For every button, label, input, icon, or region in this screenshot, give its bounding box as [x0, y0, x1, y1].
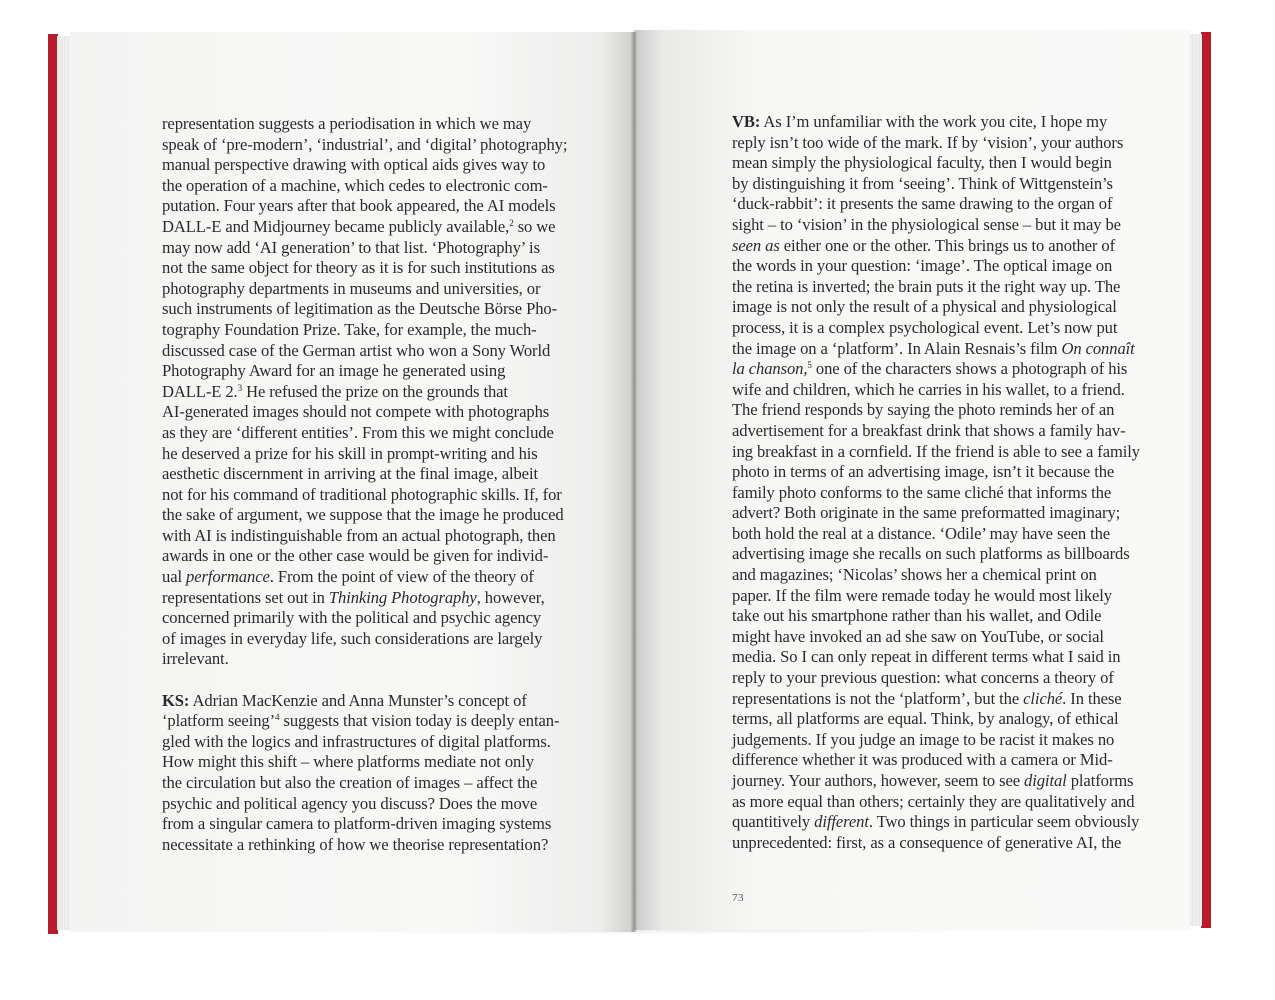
italic-text: Thinking Photography: [328, 587, 477, 607]
text-line: representation suggests a periodisation in which we may: [162, 114, 532, 133]
text-line: concerned primarily with the political and psychic agency: [162, 608, 542, 628]
text-line: the circulation but also the creation of images – affect the: [162, 773, 538, 792]
text-line: not for his command of traditional photographic skills. If, for: [162, 484, 562, 504]
text-line: DALL-E 2.$^3$ He refused the prize on the grounds that: [162, 381, 508, 401]
text-line: from a singular camera to platform-driven imaging systems: [162, 814, 552, 834]
text-line: ‘duck-rabbit’: it presents the same drawing to the organ of: [732, 194, 1113, 214]
text-line: Photography Award for an image he generated using: [162, 361, 506, 381]
text-line: mean simply the physiological faculty, then I would begin: [732, 153, 1112, 173]
text-line: The friend responds by saying the photo reminds her of an: [732, 400, 1115, 420]
text-line: difference whether it was produced with a camera or Mid-: [732, 750, 1113, 770]
italic-text: la chanson,: [732, 359, 808, 379]
text-line: of images in everyday life, such considerations are largely: [162, 628, 543, 648]
text-line: unprecedented: first, as a consequence of generative AI, the: [732, 832, 1122, 852]
text-line: paper. If the film were remade today he would most likely: [732, 585, 1112, 605]
footnote-marker[interactable]: 2: [509, 217, 514, 228]
text-line: the operation of a machine, which cedes to electronic com-: [162, 175, 548, 195]
italic-text: digital: [1024, 771, 1067, 790]
text-line: might have invoked an ad she saw on YouTube, or social: [732, 626, 1104, 646]
text-line: ‘platform seeing’$^4$ suggests that vision today is deeply entan-: [162, 711, 560, 731]
right-page-text: [732, 112, 1162, 853]
italic-text: different: [814, 812, 869, 832]
text-line: VB: As I’m unfamiliar with the work you cite, I hope my: [732, 112, 1108, 131]
text-line: tography Foundation Prize. Take, for example, the much-: [162, 319, 537, 339]
speaker-label: VB:: [732, 112, 761, 131]
text-line: take out his smartphone rather than his wallet, and Odile: [732, 606, 1102, 626]
text-line: both hold the real at a distance. ‘Odile’ may have seen the: [732, 523, 1111, 543]
text-line: advertisement for a breakfast drink that shows a family hav-: [732, 420, 1126, 440]
right-page-edges: [1188, 34, 1202, 926]
text-line: sight – to ‘vision’ in the physiological sense – but it may be: [732, 214, 1121, 234]
text-line: DALL-E and Midjourney became publicly available,$^2$ so we: [162, 216, 556, 236]
text-line: with AI is indistinguishable from an actual photograph, then: [162, 525, 556, 545]
text-line: quantitively different. Two things in particular seem obviously: [732, 812, 1140, 832]
italic-text: performance: [186, 567, 270, 587]
text-line: may now add ‘AI generation’ to that list. ‘Photography’ is: [162, 237, 540, 257]
text-line: AI-generated images should not compete with photographs: [162, 402, 550, 422]
page-number: 73: [732, 892, 744, 904]
text-line: image is not only the result of a physical and physiological: [732, 297, 1117, 317]
text-line: such instruments of legitimation as the Deutsche Börse Pho-: [162, 299, 558, 319]
text-line: advertising image she recalls on such platforms as billboards: [732, 544, 1130, 564]
text-line: How might this shift – where platforms mediate not only: [162, 752, 534, 772]
left-paragraph-1: [162, 114, 602, 670]
text-line: representations is not the ‘platform’, but the cliché. In these: [732, 688, 1122, 708]
speaker-label: KS:: [162, 690, 190, 710]
text-line: manual perspective drawing with optical aids gives way to: [162, 155, 546, 175]
text-line: necessitate a rethinking of how we theorise representation?: [162, 834, 549, 854]
footnote-marker[interactable]: 3: [237, 382, 243, 393]
text-line: awards in one or the other case would be given for individ-: [162, 546, 549, 566]
text-line: photography departments in museums and universities, or: [162, 278, 541, 298]
text-line: representations set out in Thinking Photography, however,: [162, 587, 545, 607]
text-line: reply to your previous question: what concerns a theory of: [732, 668, 1114, 688]
left-paragraph-2: [162, 691, 602, 856]
text-line: by distinguishing it from ‘seeing’. Think of Wittgenstein’s: [732, 173, 1113, 193]
text-line: the sake of argument, we suppose that the image he produced: [162, 505, 564, 525]
text-line: process, it is a complex psychological event. Let’s now put: [732, 317, 1118, 337]
text-line: KS: Adrian MacKenzie and Anna Munster’s concept of: [162, 690, 527, 710]
text-line: psychic and political agency you discuss? Does the move: [162, 793, 538, 813]
left-page-text: [162, 114, 602, 855]
text-line: ual performance. From the point of view of the theory of: [162, 567, 534, 587]
left-page: [70, 32, 634, 932]
text-line: the retina is inverted; the brain puts it the right way up. The: [732, 276, 1121, 296]
text-line: judgements. If you judge an image to be racist it makes no: [732, 729, 1115, 749]
italic-text: cliché: [1023, 688, 1063, 708]
text-line: ing breakfast in a cornfield. If the friend is able to see a family: [732, 441, 1140, 461]
text-line: photo in terms of an advertising image, isn’t it because the: [732, 462, 1115, 482]
text-line: not the same object for theory as it is for such institutions as: [162, 258, 555, 278]
text-line: journey. Your authors, however, seem to see digital platforms: [732, 771, 1134, 790]
italic-text: seen as: [732, 235, 780, 255]
text-line: as they are ‘different entities’. From this we might conclude: [162, 422, 554, 442]
text-line: speak of ‘pre-modern’, ‘industrial’, and ‘digital’ photography;: [162, 134, 568, 154]
text-line: seen as either one or the other. This brings us to another of: [732, 235, 1116, 255]
text-line: the words in your question: ‘image’. The optical image on: [732, 256, 1113, 276]
text-line: and magazines; ‘Nicolas’ shows her a chemical print on: [732, 565, 1097, 585]
text-line: irrelevant.: [162, 649, 229, 669]
text-line: wife and children, which he carries in his wallet, to a friend.: [732, 379, 1125, 399]
text-line: aesthetic discernment in arriving at the final image, albeit: [162, 464, 538, 484]
open-book: [46, 30, 1211, 942]
book-gutter: [631, 32, 637, 932]
italic-text: On connaît: [1061, 338, 1135, 358]
text-line: terms, all platforms are equal. Think, by analogy, of ethical: [732, 709, 1119, 729]
paragraph-gap: [162, 670, 602, 691]
text-line: the image on a ‘platform’. In Alain Resnais’s film On connaît: [732, 338, 1135, 358]
footnote-marker[interactable]: 5: [807, 360, 812, 371]
text-line: putation. Four years after that book appeared, the AI models: [162, 196, 556, 216]
right-cover-edge: [1201, 32, 1211, 928]
left-page-edges: [57, 36, 71, 930]
text-line: family photo conforms to the same cliché that informs the: [732, 482, 1112, 502]
text-line: discussed case of the German artist who won a Sony World: [162, 340, 551, 360]
footnote-marker[interactable]: 4: [275, 712, 280, 723]
text-line: la chanson,$^5$ one of the characters shows a photograph of his: [732, 359, 1128, 379]
text-line: he deserved a prize for his skill in prompt-writing and his: [162, 443, 538, 463]
text-line: gled with the logics and infrastructures of digital platforms.: [162, 731, 551, 751]
text-line: advert? Both originate in the same preformatted imaginary;: [732, 503, 1121, 523]
text-line: reply isn’t too wide of the mark. If by ‘vision’, your authors: [732, 132, 1124, 152]
text-line: media. So I can only repeat in different terms what I said in: [732, 647, 1121, 667]
right-page: [634, 30, 1190, 930]
right-paragraph-1: [732, 112, 1162, 853]
text-line: as more equal than others; certainly they are qualitatively and: [732, 791, 1135, 811]
